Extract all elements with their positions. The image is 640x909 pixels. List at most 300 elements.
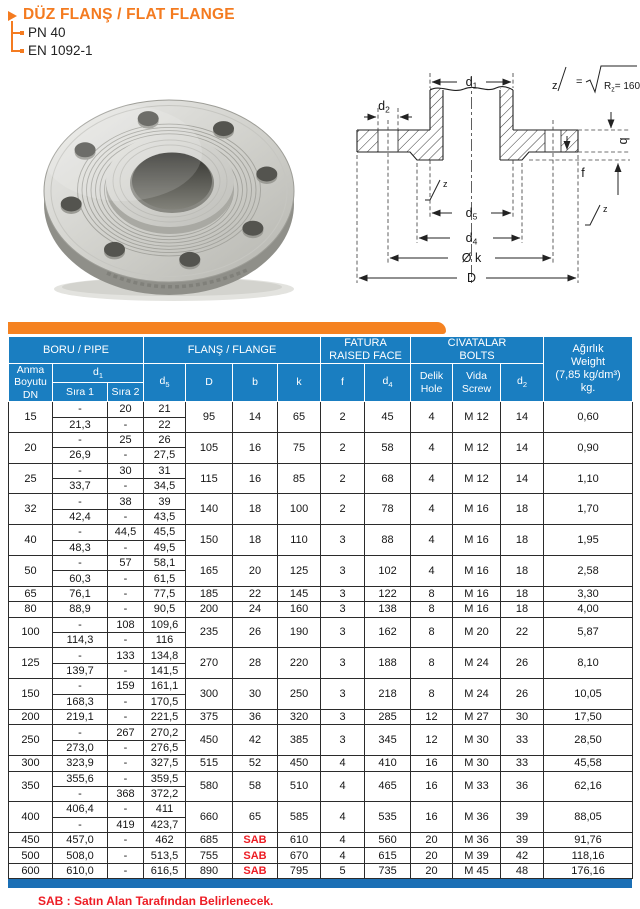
- cell-f: 4: [321, 771, 365, 802]
- cell-d2: 14: [501, 432, 544, 463]
- cell-D: 755: [186, 848, 233, 863]
- cell-D: 515: [186, 756, 233, 771]
- cell-sira1: 219,1: [53, 709, 108, 724]
- cell-sira1: -: [53, 786, 108, 801]
- cell-sira1: -: [53, 648, 108, 663]
- table-row: [9, 402, 633, 417]
- cell-d2: 18: [501, 556, 544, 587]
- table-row: [9, 494, 633, 509]
- dimension-table-section: [8, 322, 632, 908]
- cell-hole: 12: [411, 709, 453, 724]
- cell-sira1: -: [53, 617, 108, 632]
- cell-w: 91,76: [544, 833, 633, 848]
- table-row: [9, 756, 633, 771]
- cell-sira1: -: [53, 556, 108, 571]
- group-header-bolts: CIVATALAR BOLTS: [411, 337, 544, 364]
- cell-dn: 300: [9, 756, 53, 771]
- cell-dn: 125: [9, 648, 53, 679]
- cell-screw: M 45: [453, 863, 501, 878]
- cell-sira1: 42,4: [53, 509, 108, 524]
- col-header-d4: $d_4$: [365, 364, 411, 402]
- cell-dn: 150: [9, 679, 53, 710]
- cell-sira1: 273,0: [53, 740, 108, 755]
- cell-sira2: -: [108, 602, 144, 617]
- cell-screw: M 16: [453, 525, 501, 556]
- cell-sira1: 60,3: [53, 571, 108, 586]
- cell-d2: 14: [501, 402, 544, 433]
- cell-w: 118,16: [544, 848, 633, 863]
- cell-k: 320: [278, 709, 321, 724]
- cell-k: 160: [278, 602, 321, 617]
- col-header-f: f: [321, 364, 365, 402]
- cell-b: 18: [233, 494, 278, 525]
- page-title: DÜZ FLANŞ / FLAT FLANGE: [23, 6, 235, 23]
- cell-b: 18: [233, 525, 278, 556]
- cell-d5: 423,7: [144, 817, 186, 832]
- cell-w: 3,30: [544, 586, 633, 601]
- cell-sira2: 30: [108, 463, 144, 478]
- cell-D: 270: [186, 648, 233, 679]
- cell-D: 300: [186, 679, 233, 710]
- cell-sira2: 133: [108, 648, 144, 663]
- cell-sira1: 21,3: [53, 417, 108, 432]
- cell-b: 52: [233, 756, 278, 771]
- cell-b: 30: [233, 679, 278, 710]
- cell-screw: M 12: [453, 432, 501, 463]
- cell-sira1: -: [53, 432, 108, 447]
- cell-dn: 32: [9, 494, 53, 525]
- table-row: [9, 679, 633, 694]
- cell-hole: 8: [411, 602, 453, 617]
- group-header-pipe: BORU / PIPE: [9, 337, 144, 364]
- dimension-table: [8, 336, 633, 879]
- cell-b: 36: [233, 709, 278, 724]
- cell-d5: 161,1: [144, 679, 186, 694]
- roughness-z: z: [443, 179, 448, 189]
- table-row: [9, 863, 633, 878]
- cell-d4: 68: [365, 463, 411, 494]
- cell-screw: M 36: [453, 833, 501, 848]
- cell-hole: 4: [411, 463, 453, 494]
- cell-k: 75: [278, 432, 321, 463]
- table-row: [9, 848, 633, 863]
- cell-sira2: -: [108, 709, 144, 724]
- cell-screw: M 16: [453, 494, 501, 525]
- cell-d4: 535: [365, 802, 411, 833]
- cell-w: 1,95: [544, 525, 633, 556]
- table-row: [9, 586, 633, 601]
- cell-f: 3: [321, 602, 365, 617]
- cell-b: 26: [233, 617, 278, 648]
- cell-d5: 170,5: [144, 694, 186, 709]
- cell-w: 62,16: [544, 771, 633, 802]
- cell-b: 28: [233, 648, 278, 679]
- cell-dn: 450: [9, 833, 53, 848]
- col-header-d5: $d_5$: [144, 364, 186, 402]
- cell-f: 2: [321, 402, 365, 433]
- cell-f: 2: [321, 494, 365, 525]
- cell-k: 385: [278, 725, 321, 756]
- cell-sira1: 76,1: [53, 586, 108, 601]
- cell-d5: 90,5: [144, 602, 186, 617]
- cell-dn: 350: [9, 771, 53, 802]
- cell-D: 105: [186, 432, 233, 463]
- cell-w: 2,58: [544, 556, 633, 587]
- cell-sira2: -: [108, 833, 144, 848]
- pressure-rating: PN 40: [28, 25, 66, 40]
- cell-D: 165: [186, 556, 233, 587]
- cell-w: 1,70: [544, 494, 633, 525]
- cell-d5: 45,5: [144, 525, 186, 540]
- cell-hole: 8: [411, 679, 453, 710]
- cell-k: 145: [278, 586, 321, 601]
- dim-label-b: b: [617, 137, 631, 145]
- cell-k: 125: [278, 556, 321, 587]
- cell-f: 2: [321, 432, 365, 463]
- cell-d5: 61,5: [144, 571, 186, 586]
- cell-d5: 134,8: [144, 648, 186, 663]
- cell-screw: M 30: [453, 725, 501, 756]
- cell-sira1: 323,9: [53, 756, 108, 771]
- cell-w: 5,87: [544, 617, 633, 648]
- cell-d4: 162: [365, 617, 411, 648]
- cell-f: 3: [321, 617, 365, 648]
- cell-screw: M 36: [453, 802, 501, 833]
- tree-line: [11, 21, 13, 52]
- cell-hole: 20: [411, 863, 453, 878]
- cell-sira2: -: [108, 740, 144, 755]
- cell-d5: 26: [144, 432, 186, 447]
- cell-sira1: 139,7: [53, 663, 108, 678]
- cell-w: 0,60: [544, 402, 633, 433]
- cell-D: 685: [186, 833, 233, 848]
- cell-dn: 600: [9, 863, 53, 878]
- cell-hole: 8: [411, 648, 453, 679]
- cell-d5: 27,5: [144, 448, 186, 463]
- cell-k: 220: [278, 648, 321, 679]
- cell-sira2: -: [108, 663, 144, 678]
- cell-b: 16: [233, 432, 278, 463]
- tree-branch-tip: [20, 49, 24, 53]
- cell-k: 610: [278, 833, 321, 848]
- cell-d2: 18: [501, 586, 544, 601]
- col-header-dn: Anma Boyutu DN: [9, 364, 53, 402]
- cell-dn: 65: [9, 586, 53, 601]
- cell-dn: 250: [9, 725, 53, 756]
- cell-sira1: -: [53, 725, 108, 740]
- cell-hole: 4: [411, 432, 453, 463]
- cell-k: 100: [278, 494, 321, 525]
- title-block: [8, 6, 338, 58]
- cell-d4: 615: [365, 848, 411, 863]
- table-row: [9, 771, 633, 786]
- cell-d5: 58,1: [144, 556, 186, 571]
- cell-sira1: -: [53, 817, 108, 832]
- cell-dn: 20: [9, 432, 53, 463]
- cell-d5: 372,2: [144, 786, 186, 801]
- cell-w: 17,50: [544, 709, 633, 724]
- cell-d4: 122: [365, 586, 411, 601]
- cell-d5: 411: [144, 802, 186, 817]
- cell-f: 4: [321, 833, 365, 848]
- dim-label-d5: $d_5$: [465, 206, 478, 222]
- cell-d2: 42: [501, 848, 544, 863]
- table-row: [9, 602, 633, 617]
- cell-d2: 36: [501, 771, 544, 802]
- extension-lines: [357, 73, 630, 283]
- cell-k: 585: [278, 802, 321, 833]
- cell-f: 3: [321, 725, 365, 756]
- cell-d5: 22: [144, 417, 186, 432]
- cell-d5: 43,5: [144, 509, 186, 524]
- cell-sira2: -: [108, 448, 144, 463]
- cell-w: 176,16: [544, 863, 633, 878]
- col-header-weight: Ağırlık Weight (7,85 kg/dm³) kg.: [544, 337, 633, 402]
- cell-d5: 109,6: [144, 617, 186, 632]
- cell-sira1: 457,0: [53, 833, 108, 848]
- cell-d4: 138: [365, 602, 411, 617]
- cell-sira1: -: [53, 463, 108, 478]
- group-header-raised-face: FATURA RAISED FACE: [321, 337, 411, 364]
- cell-f: 3: [321, 648, 365, 679]
- cell-f: 5: [321, 863, 365, 878]
- cell-sira2: -: [108, 632, 144, 647]
- cell-d2: 48: [501, 863, 544, 878]
- cell-d4: 58: [365, 432, 411, 463]
- svg-text:Rz= 160: $R_z= 160$: [604, 81, 640, 94]
- cell-sira2: -: [108, 479, 144, 494]
- roughness-mark: [425, 180, 600, 225]
- col-header-sira1: Sıra 1: [53, 383, 108, 402]
- cell-k: 510: [278, 771, 321, 802]
- cell-f: 3: [321, 525, 365, 556]
- cell-hole: 20: [411, 833, 453, 848]
- cell-k: 110: [278, 525, 321, 556]
- cell-sira1: 114,3: [53, 632, 108, 647]
- cell-w: 28,50: [544, 725, 633, 756]
- dim-label-k: Ø k: [461, 251, 482, 265]
- cell-d2: 18: [501, 494, 544, 525]
- cell-w: 8,10: [544, 648, 633, 679]
- table-row: [9, 556, 633, 571]
- table-row: [9, 525, 633, 540]
- cell-k: 795: [278, 863, 321, 878]
- cell-hole: 16: [411, 802, 453, 833]
- cell-sira1: 88,9: [53, 602, 108, 617]
- col-header-k: k: [278, 364, 321, 402]
- cell-f: 3: [321, 709, 365, 724]
- cell-d5: 270,2: [144, 725, 186, 740]
- cell-sira2: 44,5: [108, 525, 144, 540]
- cell-D: 200: [186, 602, 233, 617]
- cell-sira2: -: [108, 694, 144, 709]
- table-body: [9, 402, 633, 879]
- svg-text:=: =: [576, 76, 583, 88]
- cell-f: 4: [321, 756, 365, 771]
- cell-screw: M 12: [453, 463, 501, 494]
- cell-screw: M 27: [453, 709, 501, 724]
- cell-dn: 400: [9, 802, 53, 833]
- cell-k: 450: [278, 756, 321, 771]
- cell-sira2: -: [108, 586, 144, 601]
- cell-d2: 18: [501, 602, 544, 617]
- cell-hole: 4: [411, 525, 453, 556]
- cell-sira1: 33,7: [53, 479, 108, 494]
- dim-label-d1: $d_1$: [465, 75, 478, 91]
- cell-d2: 39: [501, 833, 544, 848]
- table-row: [9, 432, 633, 447]
- cell-d5: 116: [144, 632, 186, 647]
- cell-sira1: -: [53, 525, 108, 540]
- table-row: [9, 802, 633, 817]
- cell-f: 4: [321, 802, 365, 833]
- cell-sira2: -: [108, 509, 144, 524]
- cell-w: 1,10: [544, 463, 633, 494]
- cell-w: 45,58: [544, 756, 633, 771]
- cell-b: 24: [233, 602, 278, 617]
- cell-sira1: 406,4: [53, 802, 108, 817]
- col-header-d1: $d_1$: [53, 364, 144, 383]
- cell-D: 235: [186, 617, 233, 648]
- cell-screw: M 24: [453, 648, 501, 679]
- cell-f: 3: [321, 556, 365, 587]
- cell-sira2: 108: [108, 617, 144, 632]
- cell-sira1: 26,9: [53, 448, 108, 463]
- cell-D: 660: [186, 802, 233, 833]
- cell-k: 250: [278, 679, 321, 710]
- cell-D: 375: [186, 709, 233, 724]
- cell-d5: 513,5: [144, 848, 186, 863]
- cell-w: 0,90: [544, 432, 633, 463]
- cell-k: 65: [278, 402, 321, 433]
- cell-screw: M 12: [453, 402, 501, 433]
- cell-w: 10,05: [544, 679, 633, 710]
- cell-dn: 500: [9, 848, 53, 863]
- cell-hole: 16: [411, 771, 453, 802]
- cell-D: 115: [186, 463, 233, 494]
- cell-d4: 285: [365, 709, 411, 724]
- cell-f: 4: [321, 848, 365, 863]
- cell-d4: 465: [365, 771, 411, 802]
- cell-b: 16: [233, 463, 278, 494]
- cell-k: 190: [278, 617, 321, 648]
- cell-screw: M 33: [453, 771, 501, 802]
- cell-d2: 30: [501, 709, 544, 724]
- cell-w: 88,05: [544, 802, 633, 833]
- cell-f: 2: [321, 463, 365, 494]
- cell-dn: 200: [9, 709, 53, 724]
- cell-dn: 50: [9, 556, 53, 587]
- cell-sira2: 267: [108, 725, 144, 740]
- cell-hole: 4: [411, 402, 453, 433]
- cell-b: SAB: [233, 863, 278, 878]
- cell-d5: 39: [144, 494, 186, 509]
- cell-d2: 33: [501, 725, 544, 756]
- cell-sira1: 508,0: [53, 848, 108, 863]
- cell-d4: 88: [365, 525, 411, 556]
- sab-footnote: SAB : Satın Alan Tarafından Belirlenecek.: [38, 894, 274, 909]
- cell-D: 185: [186, 586, 233, 601]
- cell-sira2: -: [108, 540, 144, 555]
- standard-code: EN 1092-1: [28, 43, 93, 58]
- cell-d4: 345: [365, 725, 411, 756]
- cell-f: 3: [321, 679, 365, 710]
- cell-d5: 49,5: [144, 540, 186, 555]
- cell-hole: 4: [411, 556, 453, 587]
- cell-d5: 34,5: [144, 479, 186, 494]
- cell-sira2: 419: [108, 817, 144, 832]
- tree-branch-tip: [20, 31, 24, 35]
- col-header-d2: $d_2$: [501, 364, 544, 402]
- cell-d5: 359,5: [144, 771, 186, 786]
- cell-d4: 78: [365, 494, 411, 525]
- dim-label-d4: $d_4$: [465, 231, 478, 247]
- cell-sira1: 610,0: [53, 863, 108, 878]
- cell-sira2: 57: [108, 556, 144, 571]
- cell-sira2: 368: [108, 786, 144, 801]
- cell-w: 4,00: [544, 602, 633, 617]
- cell-d4: 102: [365, 556, 411, 587]
- cell-hole: 12: [411, 725, 453, 756]
- cell-f: 3: [321, 586, 365, 601]
- cell-b: 20: [233, 556, 278, 587]
- cell-D: 890: [186, 863, 233, 878]
- cell-d4: 560: [365, 833, 411, 848]
- cell-d2: 39: [501, 802, 544, 833]
- cell-b: 14: [233, 402, 278, 433]
- roughness-note: [552, 66, 640, 94]
- cell-d2: 33: [501, 756, 544, 771]
- cell-d5: 77,5: [144, 586, 186, 601]
- cell-d5: 31: [144, 463, 186, 478]
- cell-d5: 327,5: [144, 756, 186, 771]
- table-row: [9, 725, 633, 740]
- table-row: [9, 648, 633, 663]
- col-header-b: b: [233, 364, 278, 402]
- cell-sira1: -: [53, 679, 108, 694]
- table-row: [9, 463, 633, 478]
- cell-screw: M 16: [453, 602, 501, 617]
- cell-screw: M 30: [453, 756, 501, 771]
- cell-screw: M 24: [453, 679, 501, 710]
- cell-sira2: 20: [108, 402, 144, 417]
- cell-sira1: -: [53, 494, 108, 509]
- cell-k: 85: [278, 463, 321, 494]
- cell-d5: 141,5: [144, 663, 186, 678]
- cell-dn: 100: [9, 617, 53, 648]
- cell-d4: 188: [365, 648, 411, 679]
- cell-d2: 14: [501, 463, 544, 494]
- technical-drawing: [340, 60, 640, 306]
- cell-b: 65: [233, 802, 278, 833]
- cell-d4: 735: [365, 863, 411, 878]
- cell-sira1: 355,6: [53, 771, 108, 786]
- cell-sira2: 38: [108, 494, 144, 509]
- cell-d2: 18: [501, 525, 544, 556]
- cell-hole: 8: [411, 586, 453, 601]
- cell-d2: 22: [501, 617, 544, 648]
- cell-b: 22: [233, 586, 278, 601]
- cell-d5: 276,5: [144, 740, 186, 755]
- cell-screw: M 16: [453, 556, 501, 587]
- cell-sira1: 48,3: [53, 540, 108, 555]
- table-row: [9, 709, 633, 724]
- flange-outline: [357, 87, 578, 160]
- col-header-sira2: Sıra 2: [108, 383, 144, 402]
- dim-label-f: f: [581, 166, 585, 180]
- cell-screw: M 39: [453, 848, 501, 863]
- group-header-flange: FLANŞ / FLANGE: [144, 337, 321, 364]
